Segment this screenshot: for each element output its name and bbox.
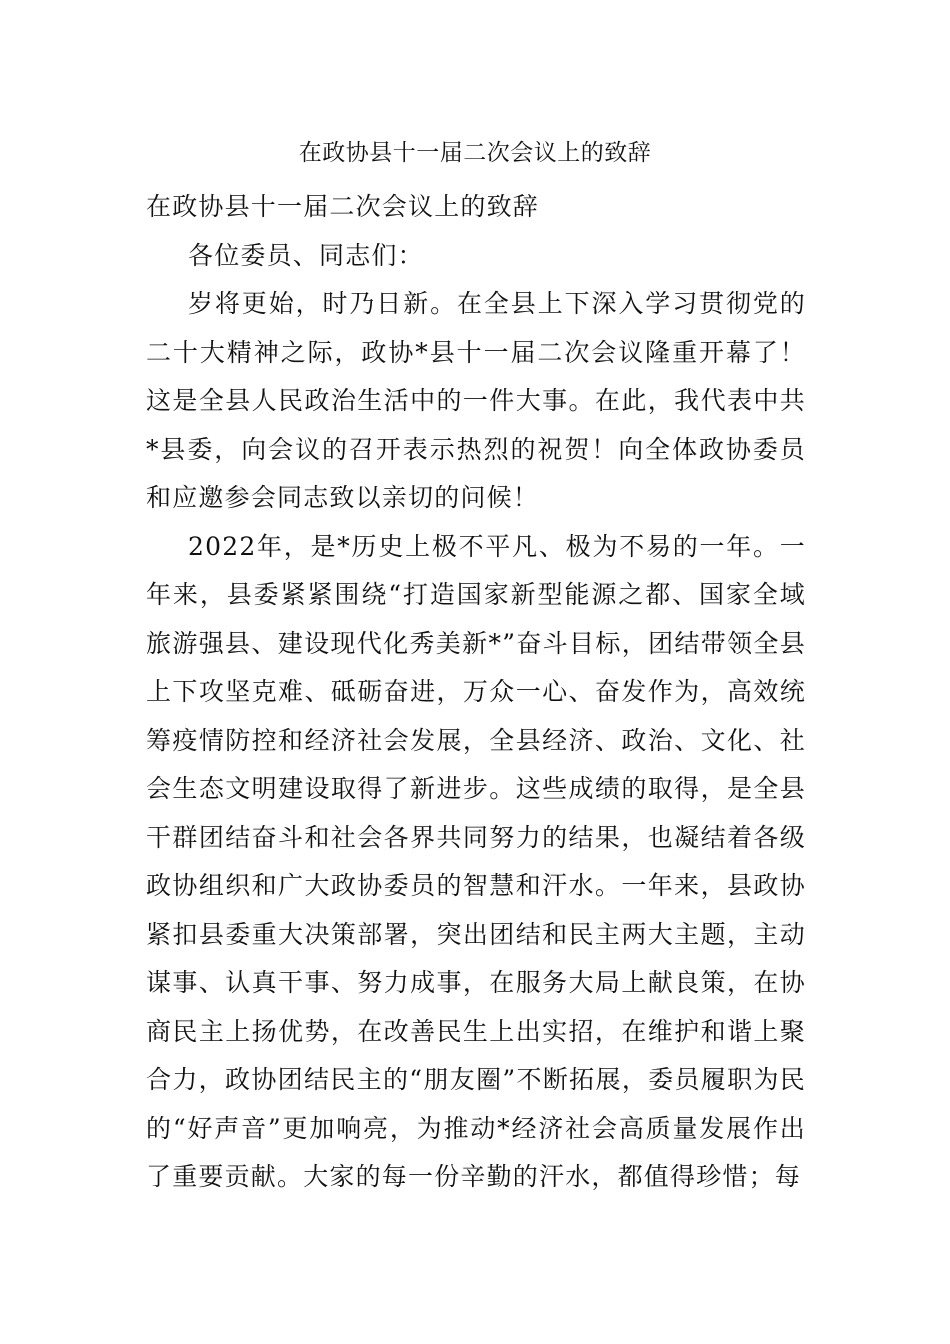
salutation: 各位委员、同志们： [188, 240, 424, 270]
paragraph: 2022年，是*历史上极不平凡、极为不易的一年。一年来，县委紧紧围绕“打造国家新型能源之都、国家全域旅游强县、建设现代化秀美新*”奋斗目标，团结带领全县上下攻坚克难、砥砺奋进，万众一心、奋发作为，高效统筹疫情防控和经济社会发展，全县经济、政治、文化、社会生态文明建设取得了新进步。这些成绩的取得，是全县干群团结奋斗和社会各界共同努力的结果，也凝结着各级政协组织和广大政协委员的智慧和汗水。一年来，县政协紧扣县委重大决策部署，突出团结和民主两大主题，主动谋事、认真干事、努力成事，在服务大局上献良策，在协商民主上扬优势，在改善民生上出实招，在维护和谐上聚合力，政协团结民主的“朋友圈”不断拓展，委员履职为民的“好声音”更加响亮，为推动*经济社会高质量发展作出了重要贡献。大家的每一份辛勤的汗水，都值得珍惜；每 [146, 531, 806, 1191]
document-body [146, 183, 806, 1202]
document-subtitle: 在政协县十一届二次会议上的致辞 [146, 192, 540, 221]
document-title: 在政协县十一届二次会议上的致辞 [298, 140, 652, 166]
paragraph: 岁将更始，时乃日新。在全县上下深入学习贯彻党的二十大精神之际，政协*县十一届二次会议隆重开幕了！这是全县人民政治生活中的一件大事。在此，我代表中共*县委，向会议的召开表示热烈的祝贺！向全体政协委员和应邀参会同志致以亲切的问候！ [146, 289, 806, 512]
